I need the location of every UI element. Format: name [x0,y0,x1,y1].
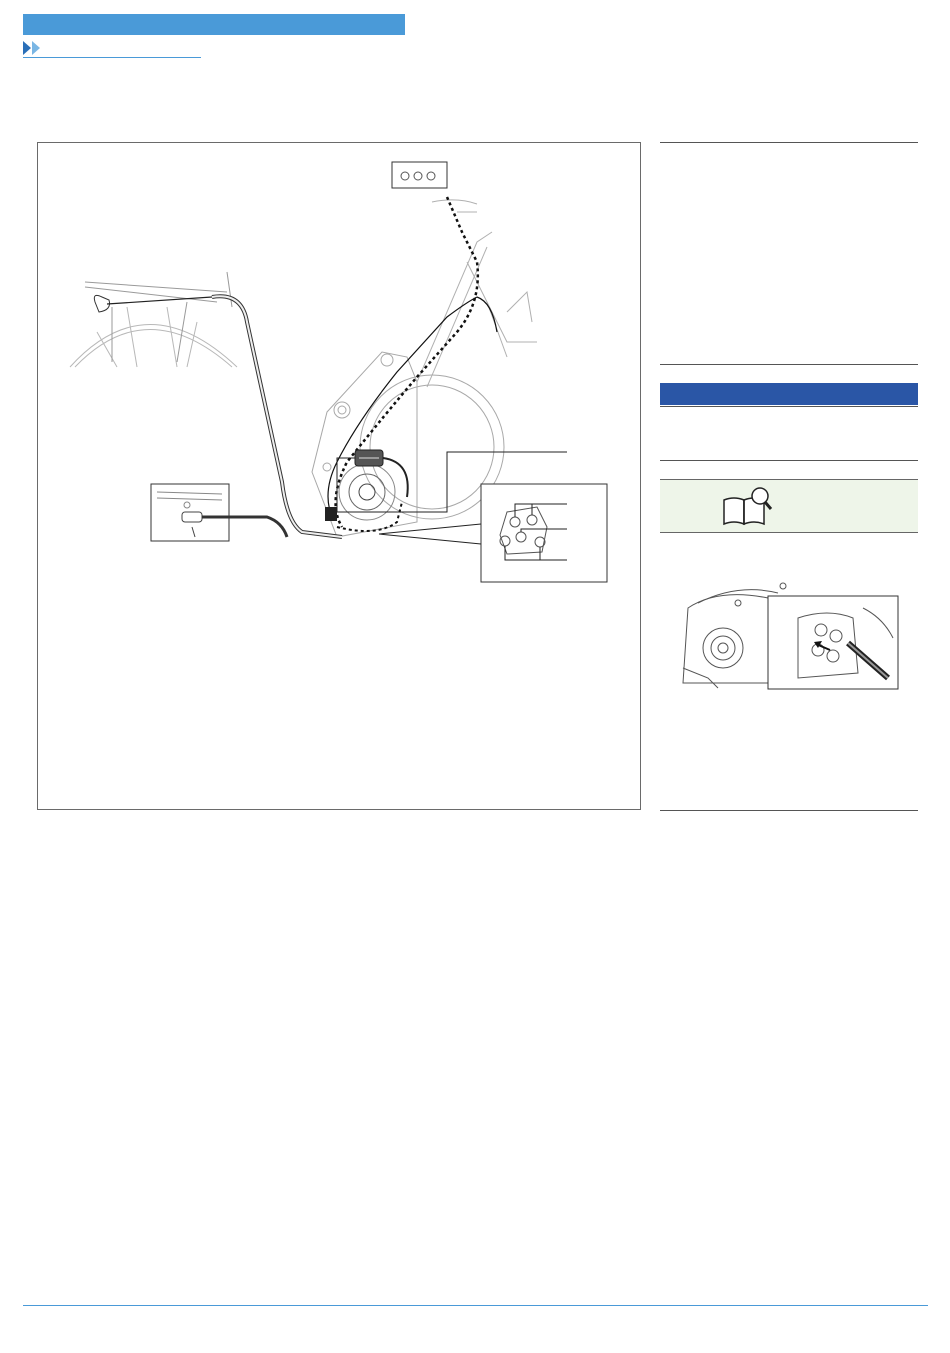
sidebar-rule-bottom [660,810,918,811]
cable-rear-light [212,296,342,537]
rear-rack-drawing [85,272,232,362]
double-chevron-right-icon [23,40,45,56]
sidebar-rule-lower [660,460,918,461]
section-heading-underline [660,406,918,407]
ports-inset [481,484,607,582]
display-inset [392,162,447,188]
section-heading-band [660,383,918,405]
lower-connector [325,507,337,521]
rear-wheel-drawing [70,307,237,367]
sidebar-rule-middle [660,364,918,365]
footer-rule [23,1305,928,1306]
book-magnifier-icon [722,484,774,526]
subheader-underline [23,57,201,58]
wiring-diagram [37,142,641,810]
reference-box [660,479,918,533]
drive-unit-photo [678,578,900,691]
header-bar [23,14,405,35]
sidebar-rule-top [660,142,918,143]
drive-unit-drawing [312,352,504,537]
ports-leader [379,534,481,544]
